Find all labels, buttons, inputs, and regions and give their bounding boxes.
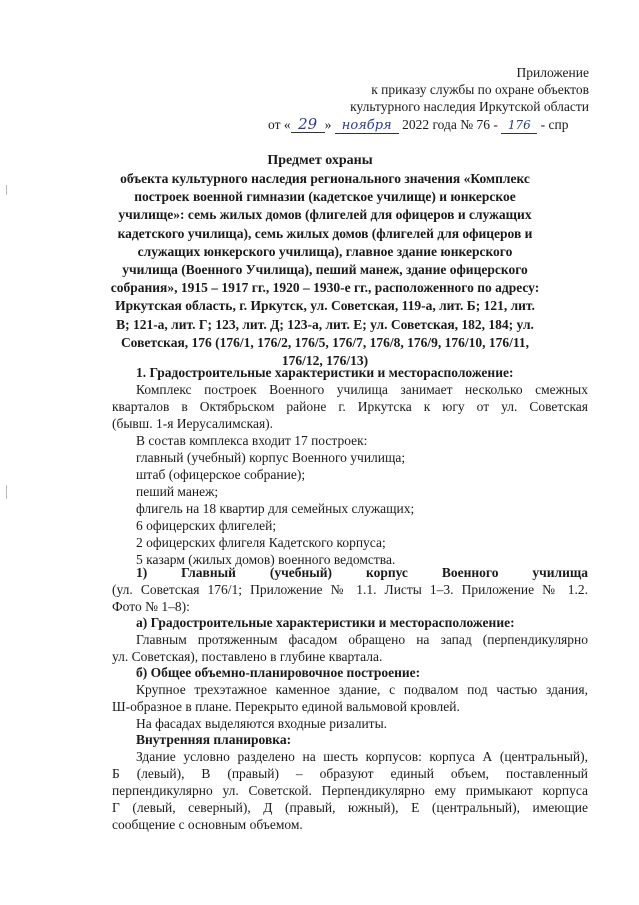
section-1-intro-line: Комплекс построек Военного училища занимает несколько смежных bbox=[136, 382, 588, 397]
subsection-c-heading: Внутренняя планировка: bbox=[136, 732, 292, 747]
section-1-intro-line: (бывш. 1-я Иерусалимская). bbox=[112, 416, 274, 431]
subsection-b-line: Крупное трехэтажное каменное здание, с подвалом под частью здания, bbox=[136, 682, 588, 697]
building-1-heading: 1) Главный (учебный) корпус Военного училища bbox=[136, 565, 588, 580]
margin-mark bbox=[6, 485, 7, 499]
subsection-c-line: Г (левый, северный), Д (правый, южный), Е (центральный), имеющие bbox=[112, 800, 588, 815]
header-line-3: культурного наследия Иркутской области bbox=[350, 99, 589, 114]
subsection-a-line: ул. Советская), поставлено в глубине квартала. bbox=[112, 649, 383, 664]
header-line-1: Приложение bbox=[516, 65, 589, 80]
list-item: 6 офицерских флигелей; bbox=[136, 518, 277, 533]
subsection-c-line: Здание условно разделено на шесть корпусов: корпуса А (центральный), bbox=[136, 749, 588, 764]
list-item: 5 казарм (жилых домов) военного ведомства. bbox=[136, 552, 396, 567]
list-item: главный (учебный) корпус Военного училища; bbox=[136, 450, 406, 465]
list-item: пеший манеж; bbox=[136, 484, 219, 499]
list-item: флигель на 18 квартир для семейных служащих; bbox=[136, 501, 415, 516]
header-line-2: к приказу службы по охране объектов bbox=[371, 82, 589, 97]
subsection-c-line: перпендикулярно ул. Советской. Перпендикулярно ему примыкают корпуса bbox=[112, 783, 588, 798]
handwritten-month: ноября bbox=[335, 118, 399, 134]
subsection-c-line: Б (левый), В (правый) – образуют единый объем, поставленный bbox=[112, 766, 588, 781]
subsection-a-heading: а) Градостроительные характеристики и месторасположение: bbox=[136, 615, 515, 630]
subsection-b-heading: б) Общее объемно-планировочное построение: bbox=[136, 665, 421, 680]
document-title: Предмет охраны bbox=[267, 153, 373, 168]
handwritten-doc-number: 176 bbox=[501, 118, 537, 134]
subsection-a-line: Главным протяженным фасадом обращено на запад (перпендикулярно bbox=[136, 632, 588, 647]
margin-mark bbox=[6, 185, 7, 195]
building-1-ref-line: (ул. Советская 176/1; Приложение № 1.1. Листы 1–3. Приложение № 1.2. bbox=[112, 582, 588, 597]
section-1-heading: 1. Градостроительные характеристики и месторасположение: bbox=[136, 365, 514, 380]
section-1-intro-line: кварталов в Октябрьском районе г. Иркутска к югу от ул. Советская bbox=[112, 399, 588, 414]
subsection-b-line: Ш-образное в плане. Перекрыто единой вальмовой кровлей. bbox=[112, 699, 460, 714]
header-date-line: от « 29 » ноября 2022 года № 76 - 176 - спр bbox=[268, 115, 569, 133]
subsection-c-line: сообщение с основным объемом. bbox=[112, 817, 303, 832]
handwritten-day: 29 bbox=[291, 117, 325, 133]
subsection-b-line: На фасадах выделяются входные ризалиты. bbox=[136, 716, 388, 731]
composition-line: В состав комплекса входит 17 построек: bbox=[136, 433, 368, 448]
building-1-ref-line: Фото № 1–8): bbox=[112, 599, 190, 614]
list-item: штаб (офицерское собрание); bbox=[136, 467, 306, 482]
list-item: 2 офицерских флигеля Кадетского корпуса; bbox=[136, 535, 386, 550]
document-subtitle: объекта культурного наследия регионального значения «Комплекс построек военной гимназии (кадетское училище) и юнкерское училище»: семь жилых домов (флигелей для офицеров и служащих кадетского училища), семь жилых домов (флигелей для офицеров и служащих юнкерского училища), главное здание юнкерского училища (Военного Училища), пеший манеж, здание офицерского собрания», 1915 – 1917 гг., 1920 – 1930-е гг., расположенного по адресу: Иркутская область, г. Иркутск, ул. Советская, 119-а, лит. Б; 121, лит. В; 121-а, лит. Г; 123, лит. Д; 123-а, лит. Е; ул. Советская, 182, 184; ул. Советская, 176 (176/1, 176/2, 176/5, 176/7, 176/8, 176/9, 176/10, 176/11, 176/12, 176/13) bbox=[110, 171, 540, 369]
